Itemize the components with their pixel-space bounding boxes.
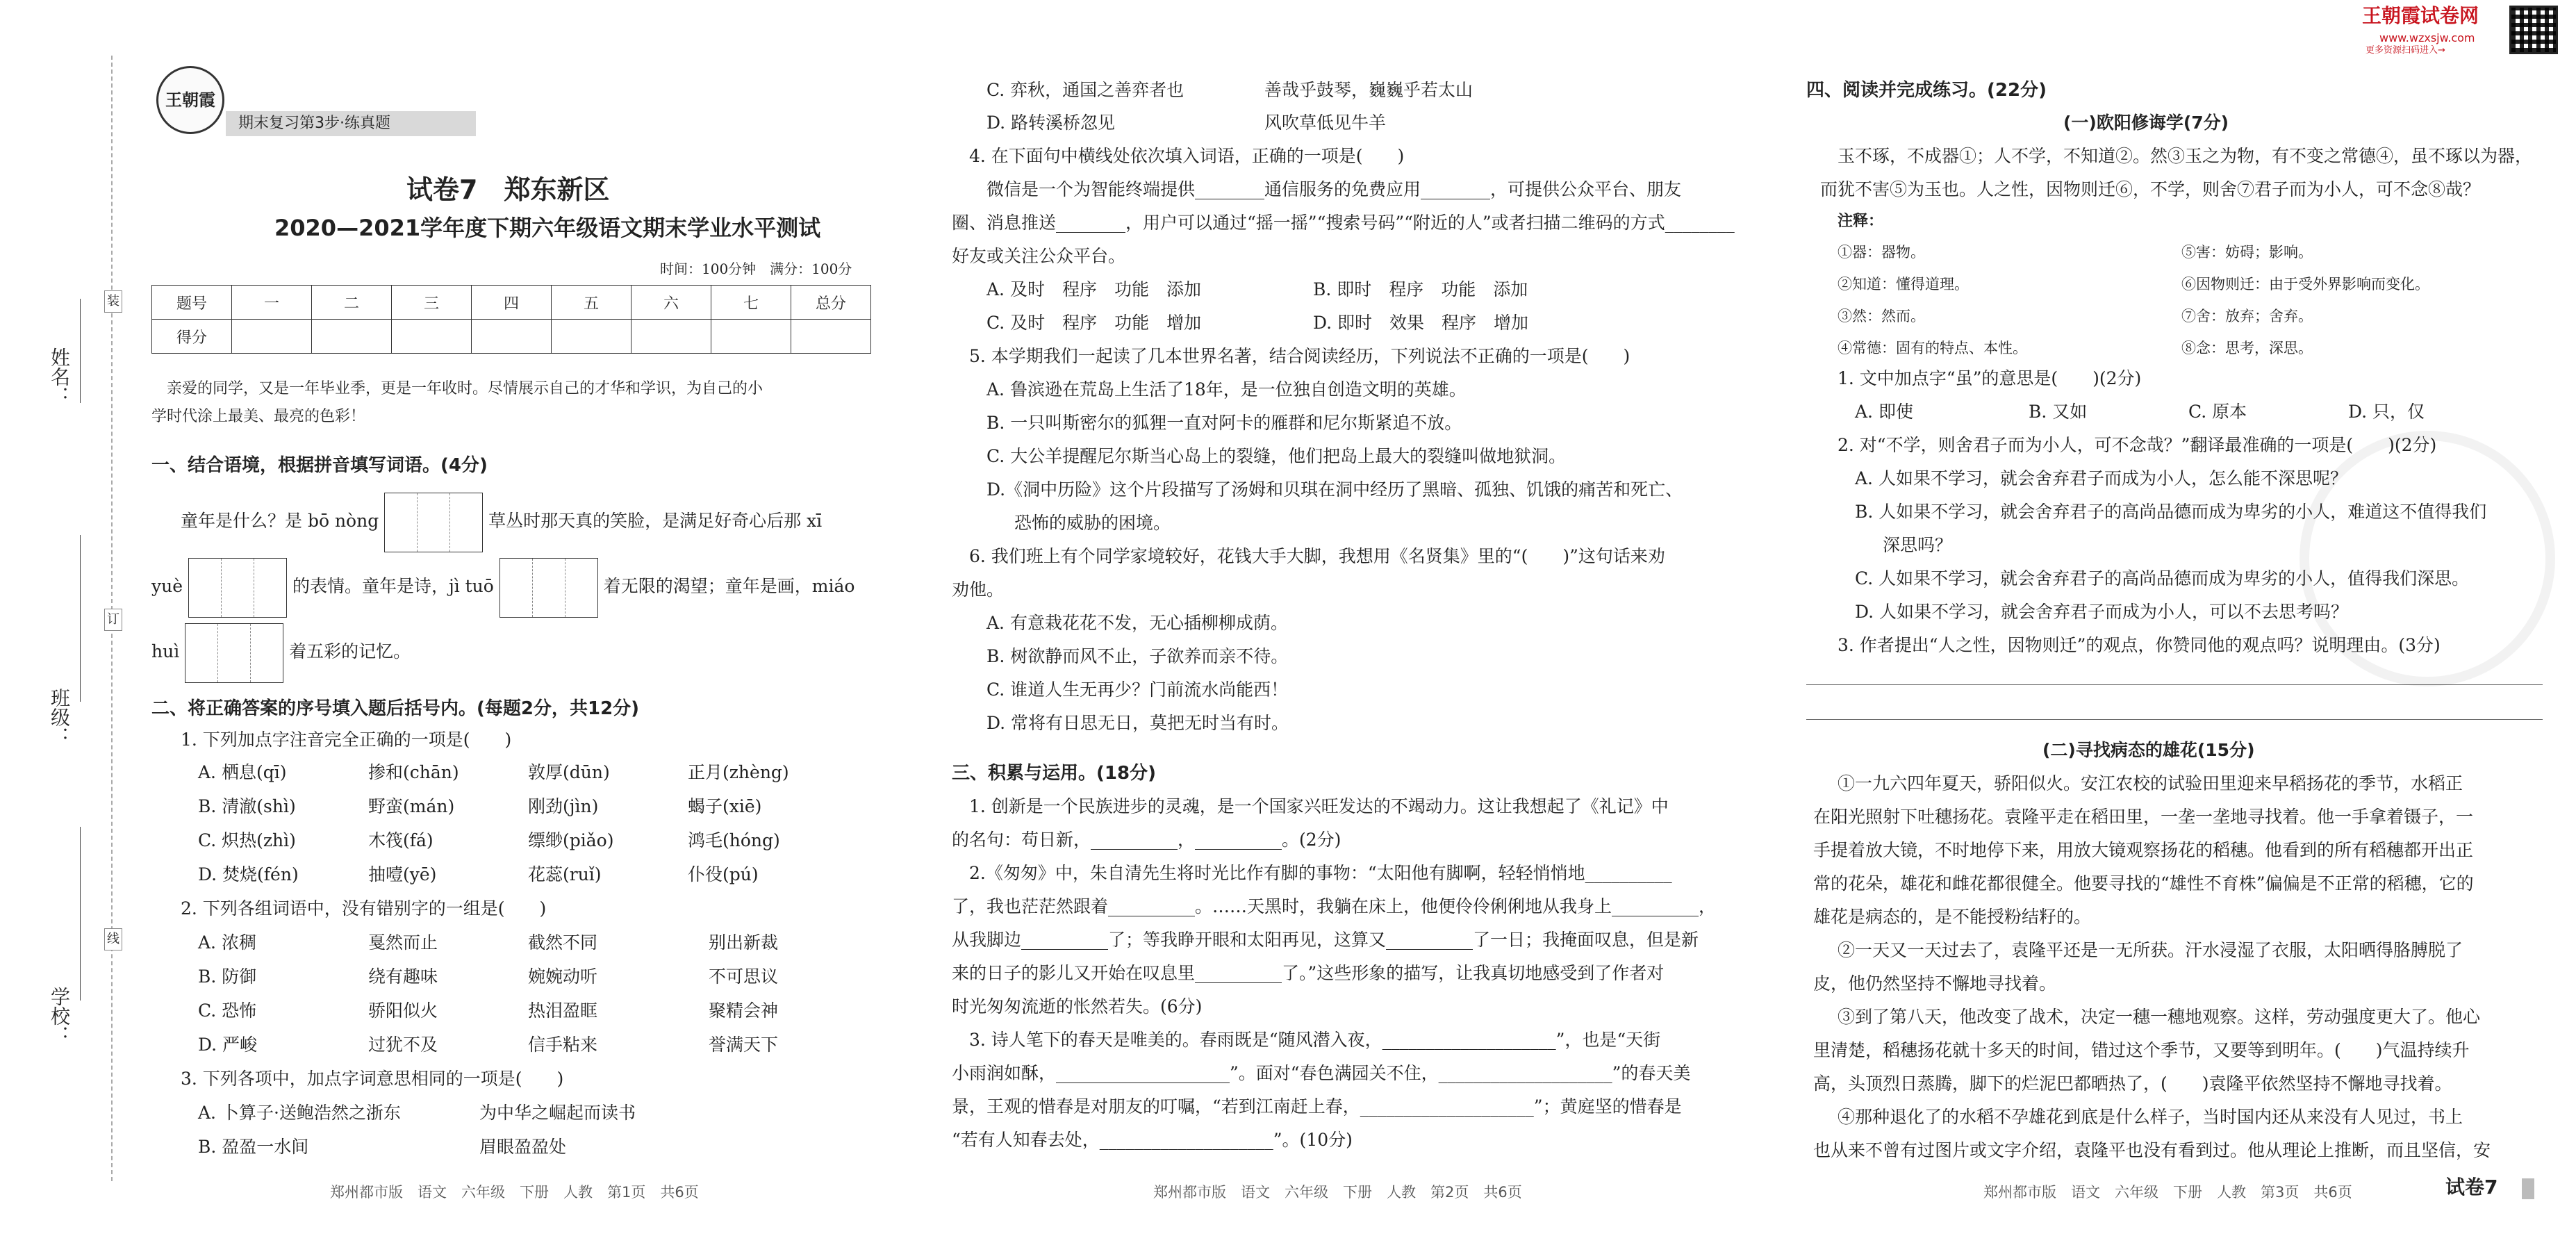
passage-line: 雄花是病态的，是不能授粉结籽的。 [1813,907,2092,927]
fill-question: 的名句：苟日新，__________，__________。(2分) [952,830,1341,850]
exam-meta: 时间：100分钟 满分：100分 [660,261,852,277]
option-word: 缥缈(piǎo) [528,830,614,850]
option[interactable]: B. 人如果不学习，就会舍弃君子的高尚品德而成为卑劣的小人，难道这不值得我们 [1855,502,2487,522]
name-label: 姓名： [48,347,71,406]
option[interactable]: C. 人如果不学习，就会舍弃君子的高尚品德而成为卑劣的小人，值得我们深思。 [1855,568,2470,588]
fill-question: 小雨润如酥，____________________”。面对“春色满园关不住，____________________”的春天美 [952,1063,1691,1083]
option-word: 抽噎(yē) [368,864,437,884]
note: ⑧念：思考，深思。 [2181,340,2313,356]
option[interactable]: D.《洞中历险》这个片段描写了汤姆和贝琪在洞中经历了黑暗、孤独、饥饿的痛苦和死亡、 [986,479,1683,500]
section-3-title: 三、积累与运用。(18分) [952,763,1156,784]
note: ⑥因物则迁：由于受外界影响而变化。 [2181,276,2429,293]
option[interactable]: B. 清澈(shì) [198,796,296,816]
score-cell[interactable] [312,320,392,354]
passage-line: 高，头顶烈日蒸腾，脚下的烂泥巴都晒热了，( )袁隆平依然坚持不懈地寻找着。 [1813,1073,2452,1094]
option-word: 正月(zhèng) [688,762,789,782]
question-5: 5. 本学期我们一起读了几本世界名著，结合阅读经历，下列说法不正确的一项是( ) [969,346,1630,366]
pinyin-line [151,623,411,683]
class-label: 班级： [48,688,71,746]
option[interactable]: A. 及时 程序 功能 添加 [986,279,1201,299]
paper-tag: 试卷7 [2445,1176,2498,1199]
question-4-text: 圈、消息推送________，用户可以通过“摇一摇”“搜索号码”“附近的人”或者扫描二维码的方式________ [952,213,1735,233]
score-cell[interactable] [472,320,552,354]
exam-title: 试卷7 郑东新区 [406,174,610,205]
class-field[interactable] [80,535,81,702]
option-word: 婉婉动听 [528,966,598,987]
option[interactable]: D. 焚烧(fén) [198,864,299,884]
score-cell[interactable] [711,320,791,354]
page-3 [1799,0,2576,1243]
page-1 [139,0,875,1243]
passage-line: 常的花朵，雄花和雌花都很健全。他要寻找的“雄性不育株”偏偏是不正常的稻穗，它的 [1813,873,2474,894]
pinyin-text: huì [151,641,180,661]
school-label: 学校： [48,987,71,1045]
fill-question: 景，王观的惜春是对朋友的叮嘱，“若到江南赶上春，____________________”；黄庭坚的惜春是 [952,1096,1682,1117]
passage-line: ④那种退化了的水稻不孕雄花到底是什么样子，当时国内还从来没有人见过，书上 [1838,1107,2463,1127]
note: ①器：器物。 [1838,244,1925,261]
option-word: 过犹不及 [368,1035,438,1055]
pinyin-text: 草丛时那天真的笑脸，是满足好奇心后那 xī [488,511,823,531]
fill-question: 1. 创新是一个民族进步的灵魂，是一个国家兴旺发达的不竭动力。这让我想起了《礼记》中 [969,796,1669,816]
fill-question: 了，我也茫茫然跟着__________。……天黑时，我躺在床上，他便伶伶俐俐地从我身上__________， [952,896,1717,916]
option[interactable]: C. 原本 [2188,402,2247,422]
pinyin-text: 着五彩的记忆。 [289,641,411,661]
intro-text: 亲爱的同学，又是一年毕业季，更是一年收时。尽情展示自己的才华和学识，为自己的小 [167,380,763,397]
option-word: 鸿毛(hóng) [688,830,780,850]
option-word: 掺和(chān) [368,762,459,782]
option[interactable]: A. 栖息(qī) [198,762,287,782]
option-word: 戛然而止 [368,932,438,953]
step-banner: 期末复习第3步·练真题 [226,111,476,136]
classical-text: 而犹不害⑤为玉也。人之性，因物则迁⑥，不学，则舍⑦君子而为小人，可不念⑧哉？ [1820,179,2481,199]
option-word: 热泪盈眶 [528,1001,598,1021]
score-row-label: 得分 [152,320,232,354]
option[interactable]: B. 树欲静而风不止，子欲养而亲不待。 [986,646,1289,666]
option[interactable]: A. 人如果不学习，就会舍弃君子而成为小人，怎么能不深思呢？ [1855,468,2347,488]
option[interactable]: A. 浓稠 [198,932,256,953]
option-word: 木筏(fá) [368,830,434,850]
pinyin-answer-box[interactable] [384,493,483,552]
option[interactable]: C. 及时 程序 功能 增加 [986,313,1202,333]
option-word: 信手粘来 [528,1035,598,1055]
paper-tag-bar [2522,1178,2534,1199]
option-word: 绕有趣味 [368,966,438,987]
option[interactable]: D. 常将有日思无日，莫把无时当有时。 [986,713,1289,733]
option[interactable]: B. 一只叫斯密尔的狐狸一直对阿卡的雁群和尼尔斯紧追不放。 [986,413,1462,433]
pinyin-answer-box[interactable] [185,623,283,683]
name-field[interactable] [80,299,81,403]
section-4-title: 四、阅读并完成练习。(22分) [1806,80,2047,101]
pinyin-line [151,557,854,618]
classical-text: 玉不琢，不成器①；人不学，不知道②。然③玉之为物，有不变之常德④，虽不琢以为器， [1838,146,2533,166]
option[interactable]: C. 恐怖 [198,1001,257,1021]
option[interactable]: D. 严峻 [198,1035,258,1055]
option[interactable]: D. 路转溪桥忽见 [986,113,1116,133]
question-6: 6. 我们班上有个同学家境较好，花钱大手大脚，我想用《名贤集》里的“( )”这句话来劝 [969,546,1665,566]
reading-question-3: 3. 作者提出“人之性，因物则迁”的观点，你赞同他的观点吗？说明理由。(3分) [1838,635,2441,655]
stamp-watermark-icon [2300,431,2555,686]
pinyin-text: 童年是什么？是 bō nòng [181,511,379,531]
notes-label: 注释： [1838,213,1884,230]
page-footer: 郑州都市版 语文 六年级 下册 人教 第3页 共6页 [1983,1184,2352,1201]
score-head-cell: 三 [392,286,472,320]
question-1: 1. 下列加点字注音完全正确的一项是( ) [181,730,512,750]
score-cell[interactable] [232,320,312,354]
option-word: 善哉乎鼓琴，巍巍乎若太山 [1264,80,1473,100]
question-4: 4. 在下面句中横线处依次填入词语，正确的一项是( ) [969,146,1405,166]
cut-mark: 装 [104,290,122,313]
option-word: 骄阳似火 [368,1001,438,1021]
site-watermark: 王朝霞试卷网 [2362,4,2479,27]
option-word: 蝎子(xiē) [688,796,762,816]
option-word: 别出新裁 [709,932,779,953]
passage-line: 里清楚，稻穗扬花就十多天的时间，错过这个季节，又要等到明年。( )气温持续升 [1813,1040,2470,1060]
score-head-cell: 总分 [791,286,871,320]
fill-question: “若有人知春去处，____________________”。(10分) [952,1130,1353,1150]
option-word: 誉满天下 [709,1035,779,1055]
passage-line: 手提着放大镜，不时地停下来，用放大镜观察扬花的稻穗。他看到的所有稻穗都开出正 [1813,840,2474,860]
exam-subtitle: 2020—2021学年度下期六年级语文期末学业水平测试 [274,215,821,241]
score-cell[interactable] [392,320,472,354]
option[interactable]: C. 炽热(zhì) [198,830,296,850]
fill-question: 3. 诗人笔下的春天是唯美的。春雨既是“随风潜入夜，____________________”，也是“天街 [969,1030,1661,1050]
score-header-row [152,286,871,320]
passage-line: ①一九六四年夏天，骄阳似火。安江农校的试验田里迎来早稻扬花的季节，水稻正 [1838,773,2463,793]
section-1-title: 一、结合语境，根据拼音填写词语。(4分) [151,455,488,476]
pinyin-text: 着无限的渴望；童年是画，miáo [603,576,855,596]
pinyin-answer-box[interactable] [188,558,287,618]
option[interactable]: D. 只，仅 [2348,402,2425,422]
pinyin-text: 的表情。童年是诗，jì tuō [292,576,494,596]
fill-question: 从我脚边__________了；等我睁开眼和太阳再见，这算又__________了一日；我掩面叹息，但是新 [952,930,1699,950]
option[interactable]: B. 防御 [198,966,257,987]
score-head-cell: 六 [631,286,711,320]
option[interactable]: D. 即时 效果 程序 增加 [1313,313,1529,333]
option[interactable]: B. 又如 [2029,402,2088,422]
option-word: 野蛮(mán) [368,796,455,816]
score-head-cell: 四 [472,286,552,320]
option[interactable]: A. 鲁滨逊在荒岛上生活了18年，是一位独自创造文明的英雄。 [986,379,1467,400]
option-word: 截然不同 [528,932,598,953]
passage-line: ③到了第八天，他改变了战术，决定一穗一穗地观察。这样，劳动强度更大了。他心 [1838,1007,2481,1027]
reading-question-1: 1. 文中加点字“虽”的意思是( )(2分) [1838,368,2142,388]
passage-line: 也从来不曾有过图片或文字介绍，袁隆平也没有看到过。他从理论上推断，而且坚信，安 [1813,1140,2491,1160]
question-4-text: 微信是一个为智能终端提供________通信服务的免费应用________，可提供公众平台、朋友 [986,179,1682,199]
page-2 [917,0,1758,1243]
option-word: 花蕊(ruǐ) [528,864,602,884]
intro-text: 学时代涂上最美、最亮的色彩！ [151,408,366,425]
score-head-cell: 一 [232,286,312,320]
fill-question: 来的日子的影儿又开始在叹息里__________了。”这些形象的描写，让我真切地感受到了作者对 [952,963,1665,983]
note: ⑤害：妨碍；影响。 [2181,244,2313,261]
option-word: 敦厚(dūn) [528,762,610,782]
option-continued: 恐怖的威胁的困境。 [1014,513,1171,533]
score-head-cell: 题号 [152,286,232,320]
option-word: 风吹草低见牛羊 [1264,113,1387,133]
school-field[interactable] [80,827,81,1001]
option[interactable]: A. 即使 [1855,402,1913,422]
site-url: www.wzxsjw.com [2379,31,2475,44]
score-cell[interactable] [791,320,871,354]
option-word: 不可思议 [709,966,779,987]
option-continued: 深思吗？ [1883,535,1953,555]
binding-strip [0,0,125,1243]
note: ②知道：懂得道理。 [1838,276,1969,293]
score-table [151,285,871,354]
answer-line[interactable] [1806,719,2543,720]
pinyin-text: yuè [151,576,183,596]
option[interactable]: D. 人如果不学习，就会舍弃君子而成为小人，可以不去思考吗？ [1855,602,2349,622]
reading-1-title: (一)欧阳修诲学(7分) [2063,113,2229,133]
passage-line: ②一天又一天过去了，袁隆平还是一无所获。汗水浸湿了衣服，太阳晒得胳膊脱了 [1838,940,2463,960]
option-word: 眉眼盈盈处 [479,1137,567,1157]
passage-line: 皮，他仍然坚持不懈地寻找着。 [1813,973,2057,994]
question-4-text: 好友或关注公众平台。 [952,246,1126,266]
option-word: 为中华之崛起而读书 [479,1103,636,1123]
page-footer: 郑州都市版 语文 六年级 下册 人教 第1页 共6页 [330,1184,699,1201]
reading-question-2: 2. 对“不学，则舍君子而为小人，可不念哉？”翻译最准确的一项是( )(2分) [1838,435,2437,455]
question-3: 3. 下列各项中，加点字词意思相同的一项是( ) [181,1069,564,1089]
cut-mark: 订 [104,609,122,631]
note: ④常德：固有的特点、本性。 [1838,340,2027,356]
note: ③然：然而。 [1838,308,1925,324]
score-row [152,320,871,354]
option-word: 刚劲(jìn) [528,796,599,816]
section-2-title: 二、将正确答案的序号填入题后括号内。(每题2分，共12分) [151,698,640,719]
option[interactable]: B. 盈盈一水间 [198,1137,309,1157]
score-head-cell: 二 [312,286,392,320]
option-word: 聚精会神 [709,1001,779,1021]
pinyin-line [181,492,822,552]
option[interactable]: B. 即时 程序 功能 添加 [1313,279,1528,299]
page-footer: 郑州都市版 语文 六年级 下册 人教 第2页 共6页 [1153,1184,1522,1201]
score-cell[interactable] [552,320,631,354]
site-note: 更多资源扫码进入→ [2366,45,2445,56]
fill-question: 时光匆匆流逝的怅然若失。(6分) [952,996,1203,1016]
score-cell[interactable] [631,320,711,354]
option[interactable]: A. 有意栽花花不发，无心插柳柳成荫。 [986,613,1288,633]
option[interactable]: A. 卜算子·送鲍浩然之浙东 [198,1103,401,1123]
passage-line: 在阳光照射下吐穗扬花。袁隆平走在稻田里，一垄一垄地寻找着。他一手拿着镊子，一 [1813,807,2474,827]
option[interactable]: C. 大公羊提醒尼尔斯当心岛上的裂缝，他们把岛上最大的裂缝叫做地狱洞。 [986,446,1567,466]
note: ⑦舍：放弃；舍弃。 [2181,308,2313,324]
option-word: 仆役(pú) [688,864,759,884]
pinyin-answer-box[interactable] [499,558,598,618]
question-6-text: 劝他。 [952,579,1005,600]
qr-code-icon[interactable] [2509,6,2558,54]
option[interactable]: C. 弈秋，通国之善弈者也 [986,80,1184,100]
question-2: 2. 下列各组词语中，没有错别字的一组是( ) [181,898,547,919]
reading-2-title: (二)寻找病态的雄花(15分) [2042,740,2255,760]
option[interactable]: C. 谁道人生无再少？门前流水尚能西！ [986,680,1289,700]
cut-mark: 线 [104,928,122,950]
brand-logo: 王朝霞 [156,66,224,134]
score-head-cell: 五 [552,286,631,320]
fill-question: 2.《匆匆》中，朱自清先生将时光比作有脚的事物：“太阳他有脚啊，轻轻悄悄地__________ [969,863,1672,883]
score-head-cell: 七 [711,286,791,320]
